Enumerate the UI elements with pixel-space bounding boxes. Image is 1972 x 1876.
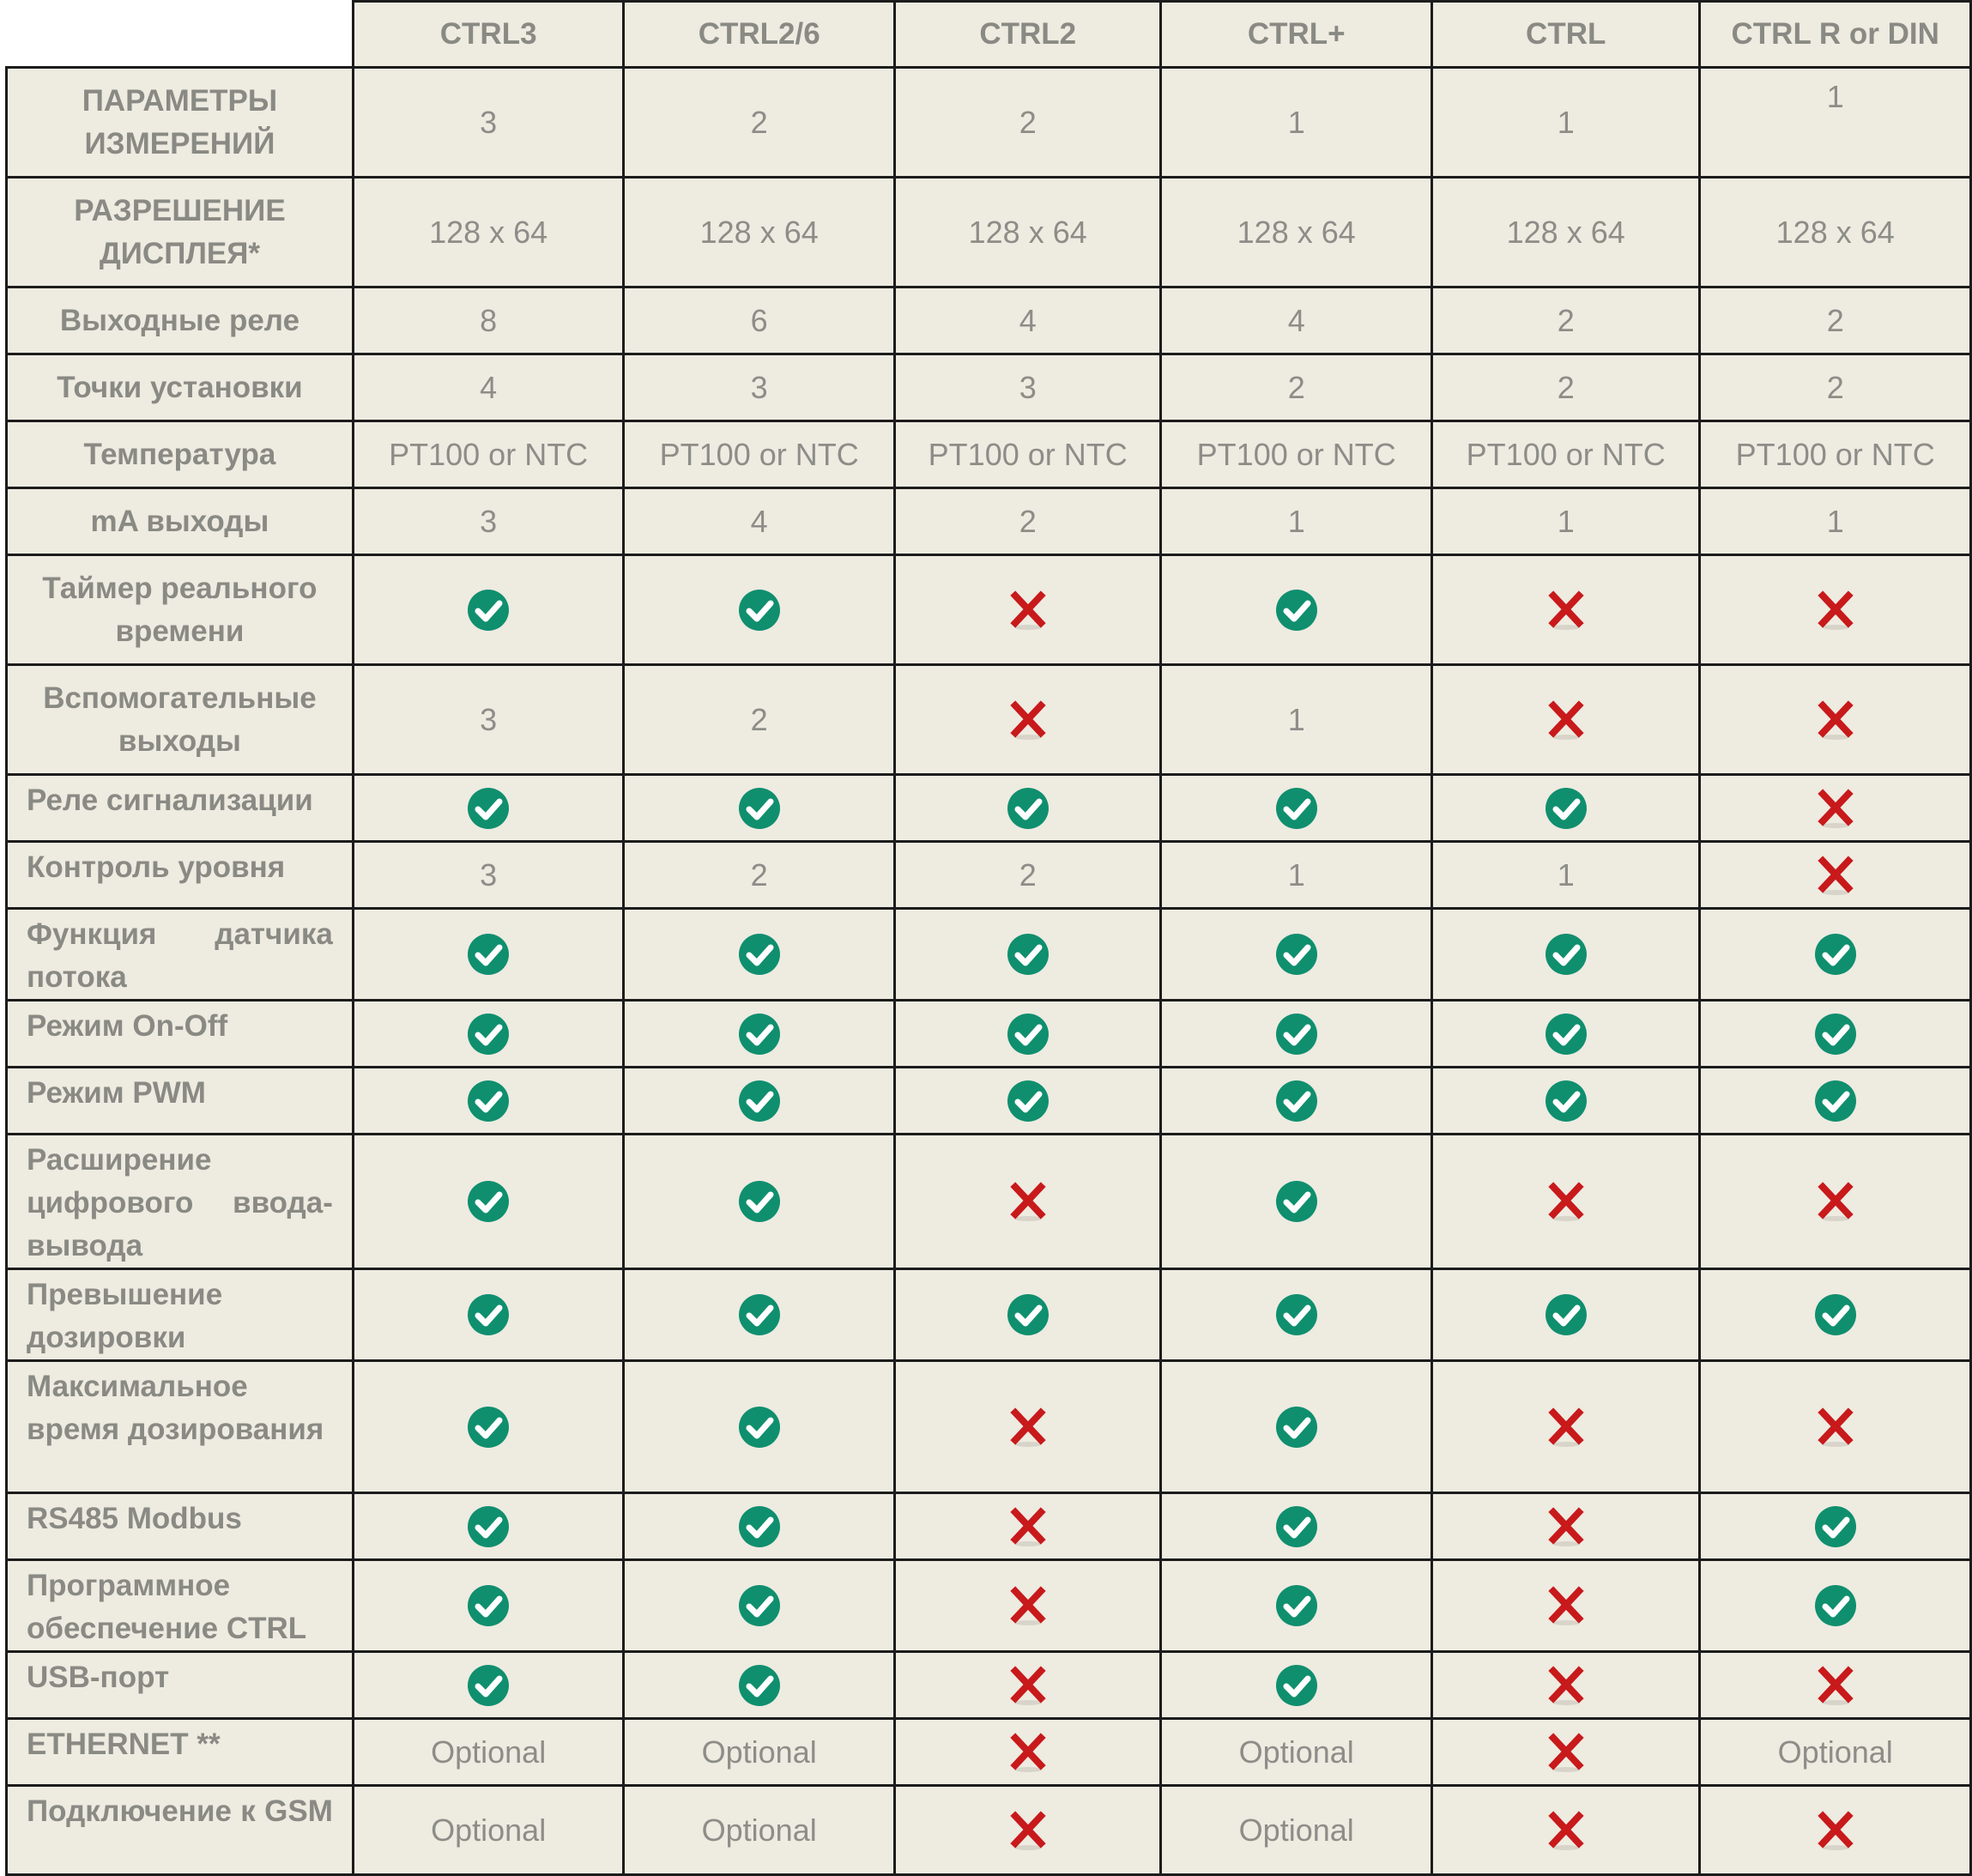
cell-yes	[624, 1135, 895, 1269]
red-cross-icon	[1543, 1810, 1589, 1845]
cell-yes	[894, 775, 1160, 842]
table-row	[7, 354, 1971, 421]
cell-value: PT100 or NTC	[1700, 421, 1971, 488]
cell-yes	[353, 1652, 624, 1719]
cell-no	[894, 555, 1160, 665]
red-cross-icon	[1543, 590, 1589, 625]
cell-no	[1431, 1361, 1699, 1493]
cell-yes	[1700, 1493, 1971, 1560]
table-row	[7, 1135, 1971, 1269]
check-circle-icon	[1273, 1295, 1320, 1330]
cell-value: 3	[353, 842, 624, 909]
cell-yes	[624, 909, 895, 1001]
cell-yes	[624, 775, 895, 842]
cell-yes	[1161, 1269, 1432, 1361]
cell-yes	[1431, 909, 1699, 1001]
cell-value: 128 x 64	[1431, 178, 1699, 287]
table-row	[7, 68, 1971, 178]
cell-value: 8	[353, 287, 624, 354]
cell-yes	[1161, 1361, 1432, 1493]
cell-value: 2	[894, 68, 1160, 178]
cell-no	[1700, 665, 1971, 775]
red-cross-icon	[1812, 699, 1859, 735]
cell-yes	[353, 909, 624, 1001]
red-cross-icon	[1812, 1407, 1859, 1442]
check-circle-icon	[1005, 1080, 1051, 1116]
cell-value: 1	[1161, 842, 1432, 909]
check-circle-icon	[1812, 1506, 1859, 1541]
check-circle-icon	[1812, 1080, 1859, 1116]
red-cross-icon	[1812, 1182, 1859, 1217]
check-circle-icon	[1812, 1586, 1859, 1621]
cell-value: 2	[624, 665, 895, 775]
table-body	[7, 68, 1971, 1875]
table-row	[7, 842, 1971, 909]
table-row	[7, 1560, 1971, 1652]
cell-yes	[1431, 1068, 1699, 1135]
check-circle-icon	[465, 590, 511, 625]
cell-value: 6	[624, 287, 895, 354]
cell-value: PT100 or NTC	[624, 421, 895, 488]
cell-no	[894, 1560, 1160, 1652]
check-circle-icon	[1273, 1665, 1320, 1700]
cell-value: PT100 or NTC	[894, 421, 1160, 488]
cell-yes	[353, 1135, 624, 1269]
red-cross-icon	[1005, 1586, 1051, 1621]
row-label: Расширение цифрового ввода-вывода	[7, 1135, 354, 1269]
cell-value: Optional	[353, 1786, 624, 1875]
check-circle-icon	[465, 788, 511, 823]
cell-yes	[1161, 775, 1432, 842]
check-circle-icon	[736, 590, 783, 625]
cell-value: 4	[353, 354, 624, 421]
cell-no	[1431, 1493, 1699, 1560]
check-circle-icon	[1273, 1182, 1320, 1217]
red-cross-icon	[1005, 1182, 1051, 1217]
cell-yes	[624, 1652, 895, 1719]
cell-yes	[1700, 1001, 1971, 1068]
red-cross-icon	[1005, 590, 1051, 625]
cell-yes	[1161, 1135, 1432, 1269]
row-label: Вспомогательные выходы	[7, 665, 354, 775]
check-circle-icon	[736, 1665, 783, 1700]
cell-yes	[894, 1001, 1160, 1068]
cell-value: 128 x 64	[1161, 178, 1432, 287]
check-circle-icon	[465, 1407, 511, 1442]
check-circle-icon	[465, 1295, 511, 1330]
table-row	[7, 1068, 1971, 1135]
cell-yes	[1700, 1068, 1971, 1135]
cell-yes	[353, 1001, 624, 1068]
cell-no	[894, 665, 1160, 775]
row-label: RS485 Modbus	[7, 1493, 354, 1560]
cell-yes	[624, 1493, 895, 1560]
cell-no	[894, 1652, 1160, 1719]
check-circle-icon	[1273, 590, 1320, 625]
cell-value: 1	[1161, 68, 1432, 178]
cell-no	[1700, 555, 1971, 665]
check-circle-icon	[1273, 1506, 1320, 1541]
cell-yes	[1700, 909, 1971, 1001]
check-circle-icon	[1005, 788, 1051, 823]
column-header: CTRL R or DIN	[1700, 2, 1971, 68]
cell-yes	[624, 1560, 895, 1652]
red-cross-icon	[1005, 699, 1051, 735]
red-cross-icon	[1005, 1665, 1051, 1700]
cell-value: 1	[1161, 665, 1432, 775]
cell-value: 2	[624, 68, 895, 178]
cell-yes	[353, 1493, 624, 1560]
cell-value: 2	[894, 488, 1160, 555]
red-cross-icon	[1543, 1665, 1589, 1700]
cell-yes	[1161, 1652, 1432, 1719]
row-label: Выходные реле	[7, 287, 354, 354]
column-header: CTRL2	[894, 2, 1160, 68]
cell-yes	[353, 555, 624, 665]
row-label: mA выходы	[7, 488, 354, 555]
cell-no	[894, 1493, 1160, 1560]
cell-value: 3	[353, 68, 624, 178]
column-header: CTRL+	[1161, 2, 1432, 68]
table-row	[7, 1269, 1971, 1361]
check-circle-icon	[1005, 1295, 1051, 1330]
check-circle-icon	[1543, 1014, 1589, 1049]
cell-yes	[624, 1361, 895, 1493]
cell-yes	[1431, 775, 1699, 842]
check-circle-icon	[1543, 935, 1589, 970]
cell-no	[1431, 1652, 1699, 1719]
cell-value: Optional	[1700, 1719, 1971, 1786]
cell-yes	[353, 1361, 624, 1493]
check-circle-icon	[1273, 1586, 1320, 1621]
table-row	[7, 488, 1971, 555]
red-cross-icon	[1543, 1586, 1589, 1621]
check-circle-icon	[1273, 1080, 1320, 1116]
header-corner	[7, 2, 354, 68]
comparison-table	[5, 0, 1972, 1876]
check-circle-icon	[1812, 935, 1859, 970]
check-circle-icon	[1005, 1014, 1051, 1049]
cell-value: PT100 or NTC	[1431, 421, 1699, 488]
cell-value: 4	[894, 287, 1160, 354]
cell-yes	[353, 1560, 624, 1652]
column-header: CTRL	[1431, 2, 1699, 68]
red-cross-icon	[1005, 1506, 1051, 1541]
row-label: Контроль уровня	[7, 842, 354, 909]
row-label: Превышение дозировки	[7, 1269, 354, 1361]
header-row	[7, 2, 1971, 68]
table-row	[7, 178, 1971, 287]
cell-yes	[1700, 1560, 1971, 1652]
cell-value: 2	[1161, 354, 1432, 421]
cell-value: 3	[894, 354, 1160, 421]
cell-no	[894, 1361, 1160, 1493]
table-row	[7, 665, 1971, 775]
cell-value: 128 x 64	[1700, 178, 1971, 287]
row-label: Режим On-Off	[7, 1001, 354, 1068]
cell-value: 2	[1431, 287, 1699, 354]
check-circle-icon	[1273, 935, 1320, 970]
check-circle-icon	[1812, 1014, 1859, 1049]
red-cross-icon	[1005, 1407, 1051, 1442]
red-cross-icon	[1812, 855, 1859, 890]
check-circle-icon	[736, 1586, 783, 1621]
cell-yes	[1161, 555, 1432, 665]
row-label: ПАРАМЕТРЫ ИЗМЕРЕНИЙ	[7, 68, 354, 178]
check-circle-icon	[736, 1014, 783, 1049]
cell-yes	[624, 555, 895, 665]
cell-value: Optional	[624, 1719, 895, 1786]
cell-no	[1431, 1560, 1699, 1652]
row-label: Функция датчика потока	[7, 909, 354, 1001]
red-cross-icon	[1812, 590, 1859, 625]
cell-value: Optional	[353, 1719, 624, 1786]
red-cross-icon	[1812, 1810, 1859, 1845]
check-circle-icon	[1273, 1014, 1320, 1049]
table-row	[7, 421, 1971, 488]
check-circle-icon	[1005, 935, 1051, 970]
cell-yes	[353, 1068, 624, 1135]
check-circle-icon	[1543, 1295, 1589, 1330]
row-label: Реле сигнализации	[7, 775, 354, 842]
cell-yes	[1161, 1001, 1432, 1068]
cell-yes	[894, 1269, 1160, 1361]
check-circle-icon	[465, 1080, 511, 1116]
row-label: ETHERNET **	[7, 1719, 354, 1786]
cell-no	[1431, 1786, 1699, 1875]
table-row	[7, 1719, 1971, 1786]
cell-value: 2	[624, 842, 895, 909]
check-circle-icon	[736, 1295, 783, 1330]
check-circle-icon	[1543, 1080, 1589, 1116]
check-circle-icon	[1273, 1407, 1320, 1442]
cell-value: 3	[353, 665, 624, 775]
cell-yes	[1161, 1560, 1432, 1652]
table-row	[7, 1493, 1971, 1560]
row-label: USB-порт	[7, 1652, 354, 1719]
cell-yes	[624, 1269, 895, 1361]
cell-no	[894, 1786, 1160, 1875]
row-label: Программное обеспечение CTRL	[7, 1560, 354, 1652]
table-row	[7, 1361, 1971, 1493]
row-label: Точки установки	[7, 354, 354, 421]
red-cross-icon	[1005, 1810, 1051, 1845]
table-row	[7, 775, 1971, 842]
cell-value: 1	[1431, 68, 1699, 178]
cell-yes	[353, 775, 624, 842]
cell-yes	[1161, 909, 1432, 1001]
cell-value: 128 x 64	[624, 178, 895, 287]
check-circle-icon	[465, 1014, 511, 1049]
check-circle-icon	[736, 1506, 783, 1541]
cell-no	[1700, 1361, 1971, 1493]
cell-value: 3	[624, 354, 895, 421]
cell-value: 2	[1700, 354, 1971, 421]
red-cross-icon	[1543, 699, 1589, 735]
cell-no	[1431, 1135, 1699, 1269]
cell-no	[1700, 1786, 1971, 1875]
cell-yes	[1161, 1493, 1432, 1560]
cell-yes	[894, 1068, 1160, 1135]
cell-no	[894, 1135, 1160, 1269]
check-circle-icon	[1812, 1295, 1859, 1330]
table-row	[7, 287, 1971, 354]
cell-no	[1700, 1652, 1971, 1719]
row-label: Максимальное время дозирования	[7, 1361, 354, 1493]
cell-value: 1	[1431, 842, 1699, 909]
check-circle-icon	[465, 1665, 511, 1700]
red-cross-icon	[1543, 1407, 1589, 1442]
column-header: CTRL3	[353, 2, 624, 68]
row-label: РАЗРЕШЕНИЕ ДИСПЛЕЯ*	[7, 178, 354, 287]
cell-no	[1700, 775, 1971, 842]
cell-value: 128 x 64	[894, 178, 1160, 287]
red-cross-icon	[1812, 1665, 1859, 1700]
cell-no	[1431, 1719, 1699, 1786]
cell-value: 2	[1700, 287, 1971, 354]
check-circle-icon	[465, 935, 511, 970]
cell-value: 1	[1431, 488, 1699, 555]
cell-no	[1700, 842, 1971, 909]
red-cross-icon	[1005, 1732, 1051, 1767]
cell-value: 2	[1431, 354, 1699, 421]
cell-no	[1431, 555, 1699, 665]
cell-no	[1700, 1135, 1971, 1269]
check-circle-icon	[736, 935, 783, 970]
cell-yes	[624, 1068, 895, 1135]
row-label: Температура	[7, 421, 354, 488]
check-circle-icon	[465, 1182, 511, 1217]
table-row	[7, 1786, 1971, 1875]
cell-yes	[1161, 1068, 1432, 1135]
cell-yes	[353, 1269, 624, 1361]
column-header: CTRL2/6	[624, 2, 895, 68]
cell-yes	[624, 1001, 895, 1068]
cell-value: Optional	[1161, 1786, 1432, 1875]
cell-yes	[1431, 1001, 1699, 1068]
cell-value: Optional	[624, 1786, 895, 1875]
cell-yes	[1431, 1269, 1699, 1361]
check-circle-icon	[736, 1080, 783, 1116]
red-cross-icon	[1543, 1732, 1589, 1767]
check-circle-icon	[465, 1586, 511, 1621]
check-circle-icon	[465, 1506, 511, 1541]
cell-no	[1431, 665, 1699, 775]
row-label: Таймер реального времени	[7, 555, 354, 665]
cell-value: 1	[1700, 68, 1971, 178]
red-cross-icon	[1543, 1506, 1589, 1541]
row-label: Режим PWM	[7, 1068, 354, 1135]
check-circle-icon	[736, 1182, 783, 1217]
red-cross-icon	[1812, 788, 1859, 823]
cell-value: PT100 or NTC	[353, 421, 624, 488]
table-row	[7, 909, 1971, 1001]
table-row	[7, 1001, 1971, 1068]
row-label: Подключение к GSM	[7, 1786, 354, 1875]
cell-value: PT100 or NTC	[1161, 421, 1432, 488]
cell-no	[894, 1719, 1160, 1786]
cell-value: 2	[894, 842, 1160, 909]
cell-value: 1	[1700, 488, 1971, 555]
cell-value: Optional	[1161, 1719, 1432, 1786]
check-circle-icon	[736, 1407, 783, 1442]
cell-yes	[1700, 1269, 1971, 1361]
cell-value: 4	[1161, 287, 1432, 354]
check-circle-icon	[1543, 788, 1589, 823]
cell-value: 128 x 64	[353, 178, 624, 287]
cell-yes	[894, 909, 1160, 1001]
cell-value: 1	[1161, 488, 1432, 555]
cell-value: 4	[624, 488, 895, 555]
table-row	[7, 1652, 1971, 1719]
red-cross-icon	[1543, 1182, 1589, 1217]
table-row	[7, 555, 1971, 665]
check-circle-icon	[736, 788, 783, 823]
cell-value: 3	[353, 488, 624, 555]
check-circle-icon	[1273, 788, 1320, 823]
